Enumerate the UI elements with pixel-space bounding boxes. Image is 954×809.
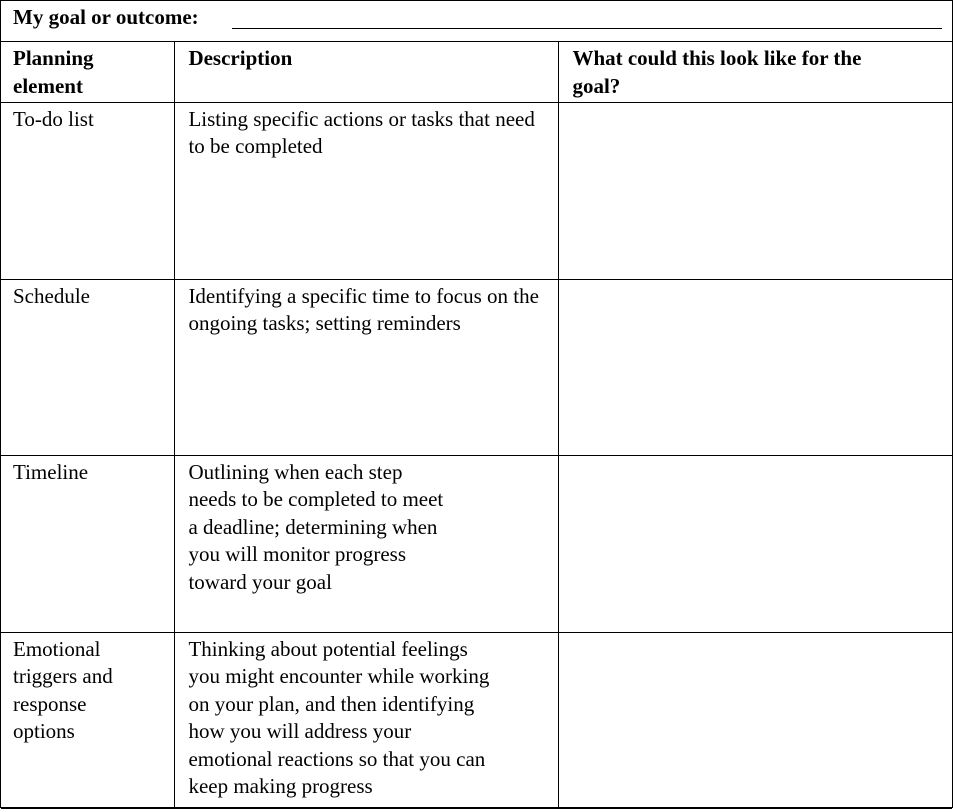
row-answer-cell[interactable] (559, 279, 952, 455)
header-planning-element: Planning element (1, 42, 175, 102)
header-description: Description (175, 42, 559, 102)
header-goal-answer: What could this look like for the goal? (559, 42, 952, 102)
table-header-row (1, 42, 952, 102)
row-answer-cell[interactable] (559, 102, 952, 279)
row-description-cell: Thinking about potential feelings you might encounter while working on your plan, and then identifying how you will address your emotional reactions so that you can keep making progress (175, 632, 559, 808)
goal-row (1, 1, 952, 42)
goal-answer-line[interactable] (232, 28, 942, 29)
row-answer-cell[interactable] (559, 632, 952, 808)
planning-table (1, 42, 952, 809)
table-row (1, 279, 952, 455)
row-element-cell: To-do list (1, 102, 175, 279)
row-description-cell: Listing specific actions or tasks that need to be completed (175, 102, 559, 279)
table-row (1, 102, 952, 279)
goal-label: My goal or outcome: (13, 5, 199, 29)
table-row (1, 455, 952, 632)
row-element-cell: Emotional triggers and response options (1, 632, 175, 808)
table-row (1, 632, 952, 808)
row-element-cell: Timeline (1, 455, 175, 632)
row-description-cell: Outlining when each step needs to be completed to meet a deadline; determining when you will monitor progress toward your goal (175, 455, 559, 632)
row-answer-cell[interactable] (559, 455, 952, 632)
row-description-cell: Identifying a specific time to focus on the ongoing tasks; setting reminders (175, 279, 559, 455)
row-element-cell: Schedule (1, 279, 175, 455)
